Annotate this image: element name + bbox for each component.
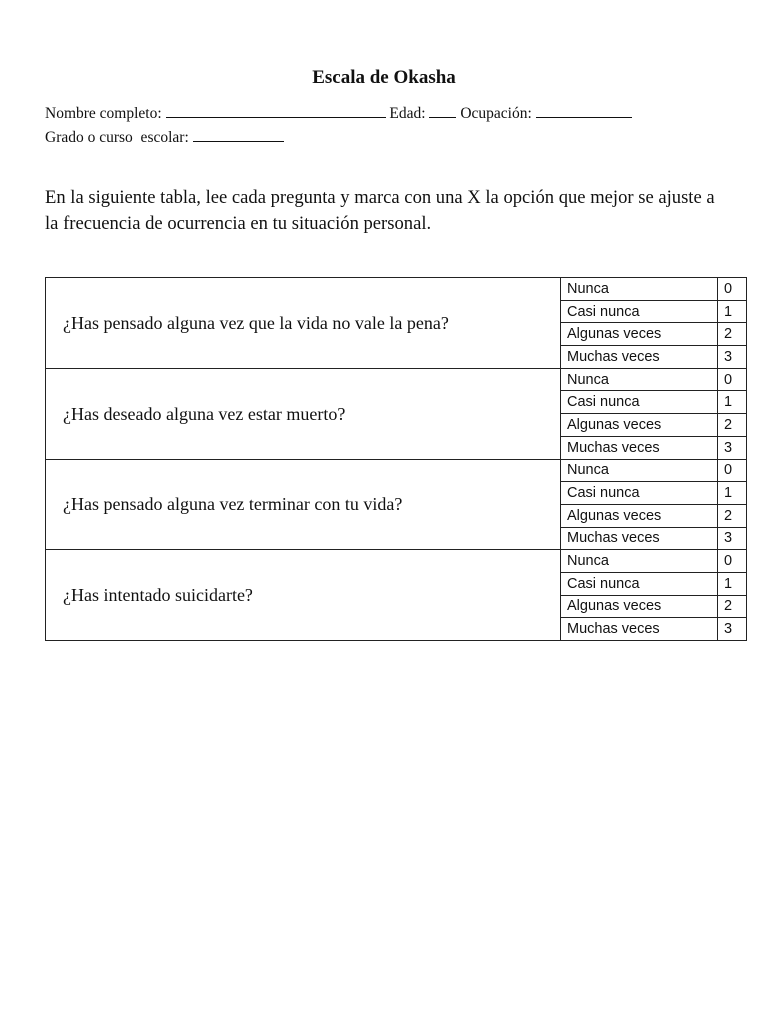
option-label[interactable]: Muchas veces xyxy=(561,346,718,369)
question-text: ¿Has deseado alguna vez estar muerto? xyxy=(46,368,561,459)
question-text: ¿Has pensado alguna vez que la vida no vale la pena? xyxy=(46,278,561,369)
option-score: 2 xyxy=(718,595,747,618)
okasha-scale-table xyxy=(45,277,747,641)
option-label[interactable]: Algunas veces xyxy=(561,323,718,346)
age-label: Edad: xyxy=(389,105,426,122)
option-label[interactable]: Algunas veces xyxy=(561,504,718,527)
option-score: 0 xyxy=(718,278,747,301)
option-row xyxy=(46,550,747,573)
option-label[interactable]: Nunca xyxy=(561,368,718,391)
option-score: 1 xyxy=(718,482,747,505)
question-text: ¿Has intentado suicidarte? xyxy=(46,550,561,641)
option-label[interactable]: Muchas veces xyxy=(561,618,718,641)
option-score: 0 xyxy=(718,459,747,482)
instructions-text: En la siguiente tabla, lee cada pregunta y marca con una X la opción que mejor se ajuste a la frecuencia de ocurrencia en tu situación personal. xyxy=(45,187,715,234)
option-label[interactable]: Casi nunca xyxy=(561,572,718,595)
option-label[interactable]: Casi nunca xyxy=(561,482,718,505)
option-score: 1 xyxy=(718,300,747,323)
option-label[interactable]: Muchas veces xyxy=(561,436,718,459)
option-score: 3 xyxy=(718,436,747,459)
option-label[interactable]: Nunca xyxy=(561,550,718,573)
option-label[interactable]: Nunca xyxy=(561,459,718,482)
option-score: 3 xyxy=(718,527,747,550)
scale-table-body xyxy=(46,278,747,641)
option-label[interactable]: Muchas veces xyxy=(561,527,718,550)
document-title: Escala de Okasha xyxy=(312,67,456,88)
option-score: 3 xyxy=(718,618,747,641)
name-blank[interactable] xyxy=(166,103,386,118)
option-score: 2 xyxy=(718,323,747,346)
question-text: ¿Has pensado alguna vez terminar con tu vida? xyxy=(46,459,561,550)
option-score: 2 xyxy=(718,504,747,527)
option-score: 1 xyxy=(718,391,747,414)
option-row xyxy=(46,278,747,301)
form-line-grade xyxy=(45,127,284,148)
option-score: 2 xyxy=(718,414,747,437)
option-label[interactable]: Algunas veces xyxy=(561,595,718,618)
option-label[interactable]: Nunca xyxy=(561,278,718,301)
form-line-personal xyxy=(45,103,632,124)
option-score: 3 xyxy=(718,346,747,369)
option-row xyxy=(46,459,747,482)
grade-label: Grado o curso escolar: xyxy=(45,129,189,146)
occupation-blank[interactable] xyxy=(536,103,632,118)
occupation-label: Ocupación: xyxy=(460,105,532,122)
option-label[interactable]: Algunas veces xyxy=(561,414,718,437)
option-label[interactable]: Casi nunca xyxy=(561,300,718,323)
option-label[interactable]: Casi nunca xyxy=(561,391,718,414)
option-score: 1 xyxy=(718,572,747,595)
grade-blank[interactable] xyxy=(193,127,284,142)
option-score: 0 xyxy=(718,368,747,391)
option-row xyxy=(46,368,747,391)
name-label: Nombre completo: xyxy=(45,105,162,122)
option-score: 0 xyxy=(718,550,747,573)
age-blank[interactable] xyxy=(429,103,456,118)
